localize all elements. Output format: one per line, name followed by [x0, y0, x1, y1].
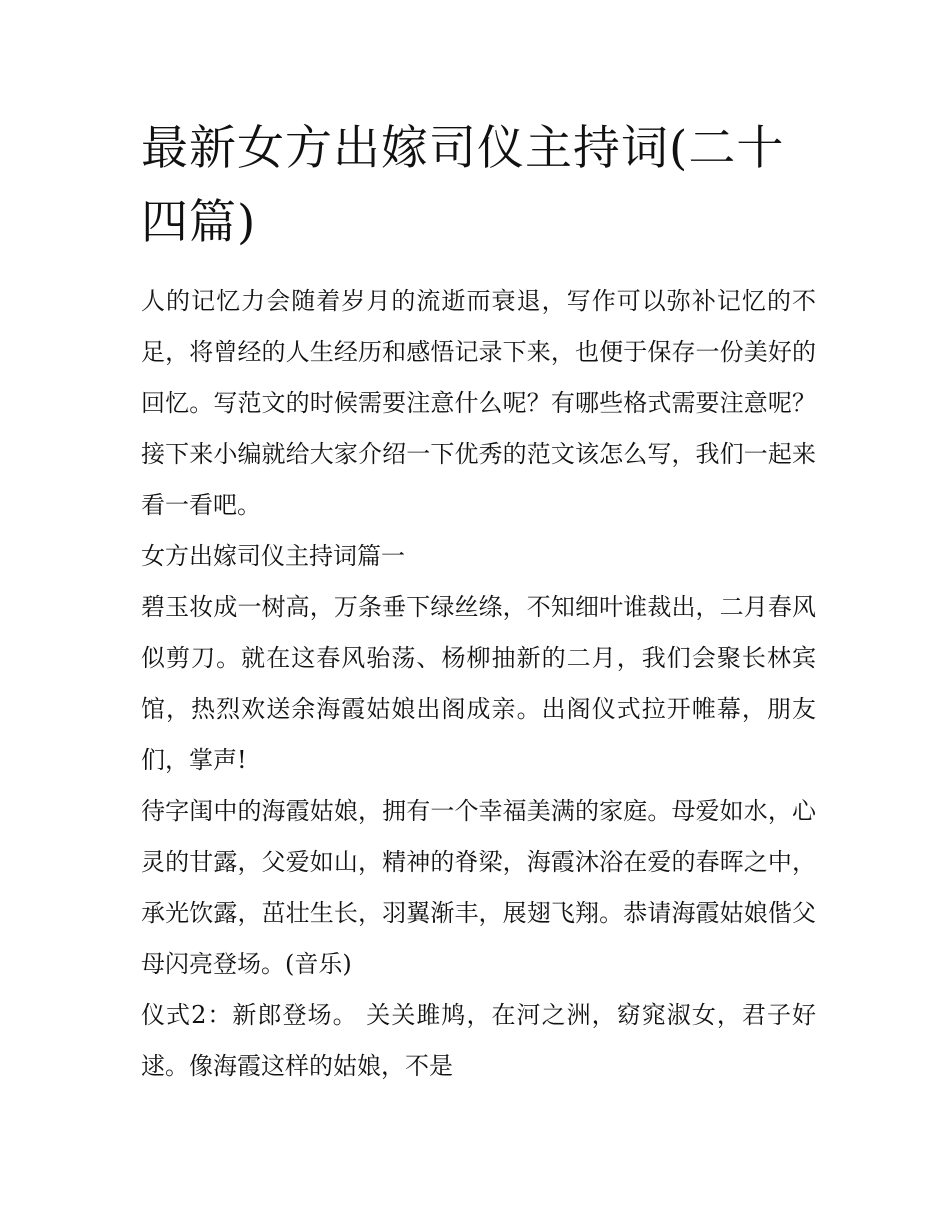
body-paragraph: 待字闺中的海霞姑娘，拥有一个幸福美满的家庭。母爱如水，心灵的甘露，父爱如山，精神的脊梁，海霞沐浴在爱的春晖之中，承光饮露，茁壮生长，羽翼渐丰，展翅飞翔。恭请海霞姑娘偕父母闪亮登场。(音乐) — [141, 797, 816, 978]
section-heading: 女方出嫁司仪主持词篇一 — [141, 542, 405, 570]
document-title: 最新女方出嫁司仪主持词(二十四篇) — [141, 121, 785, 250]
body-paragraph: 碧玉妆成一树高，万条垂下绿丝绦，不知细叶谁裁出，二月春风似剪刀。就在这春风骀荡、杨柳抽新的二月，我们会聚长林宾馆，热烈欢送余海霞姑娘出阁成亲。出阁仪式拉开帷幕，朋友们，掌声! — [141, 593, 816, 774]
document-body — [141, 276, 816, 1092]
body-paragraph: 仪式2：新郎登场。 关关雎鸠，在河之洲，窈窕淑女，君子好逑。像海霞这样的姑娘，不是 — [141, 1001, 816, 1080]
document-page — [141, 112, 816, 1092]
intro-paragraph: 人的记忆力会随着岁月的流逝而衰退，写作可以弥补记忆的不足，将曾经的人生经历和感悟记录下来，也便于保存一份美好的回忆。写范文的时候需要注意什么呢？有哪些格式需要注意呢？接下来小编就给大家介绍一下优秀的范文该怎么写，我们一起来看一看吧。 — [141, 287, 816, 519]
